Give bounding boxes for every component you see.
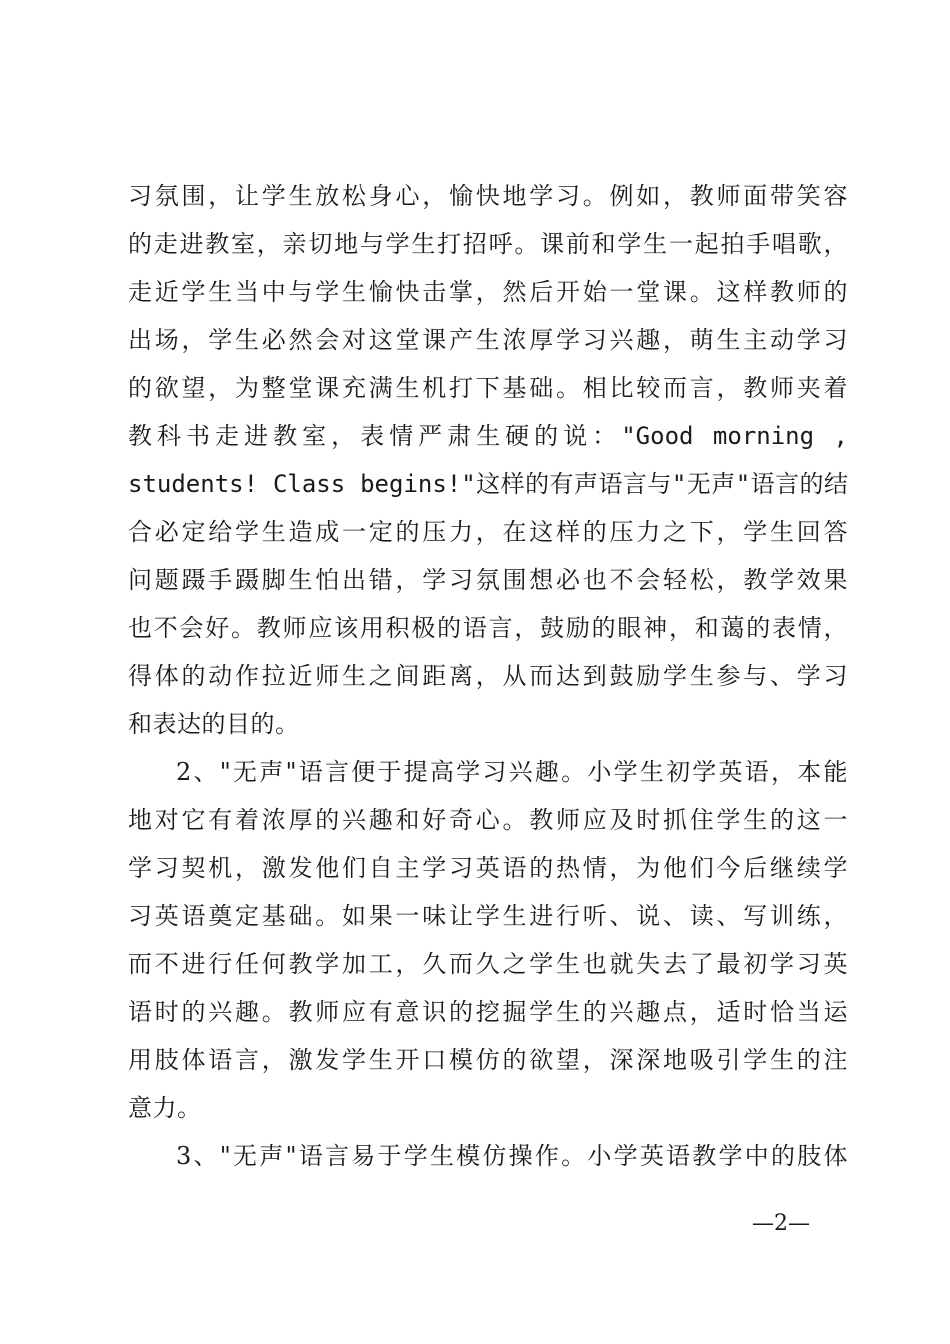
text-line: 走近学生当中与学生愉快击掌，然后开始一堂课。这样教师的: [128, 278, 848, 306]
text-line: 教科书走进教室，表情严肃生硬的说："Good morning ,: [128, 422, 848, 450]
text-line: 学习契机，激发他们自主学习英语的热情，为他们今后继续学: [128, 854, 848, 882]
text-line: 而不进行任何教学加工，久而久之学生也就失去了最初学习英: [128, 950, 848, 978]
text-line: 的欲望，为整堂课充满生机打下基础。相比较而言，教师夹着: [128, 374, 848, 402]
text-line: 出场，学生必然会对这堂课产生浓厚学习兴趣，萌生主动学习: [128, 326, 848, 354]
paragraph-heading-line: 2、"无声"语言便于提高学习兴趣。小学生初学英语，本能: [176, 758, 848, 786]
text-line: 地对它有着浓厚的兴趣和好奇心。教师应及时抓住学生的这一: [128, 806, 848, 834]
text-line: 合必定给学生造成一定的压力，在这样的压力之下，学生回答: [128, 518, 848, 546]
text-line: 习氛围，让学生放松身心，愉快地学习。例如，教师面带笑容: [128, 182, 848, 210]
text-line: 得体的动作拉近师生之间距离，从而达到鼓励学生参与、学习: [128, 662, 848, 690]
text-line: 语时的兴趣。教师应有意识的挖掘学生的兴趣点，适时恰当运: [128, 998, 848, 1026]
text-line: 习英语奠定基础。如果一味让学生进行听、说、读、写训练，: [128, 902, 848, 930]
page-number: —2—: [752, 1211, 810, 1236]
paragraph-heading-line: 3、"无声"语言易于学生模仿操作。小学英语教学中的肢体: [176, 1142, 848, 1170]
text-line: 的走进教室，亲切地与学生打招呼。课前和学生一起拍手唱歌，: [128, 230, 848, 258]
text-line: 用肢体语言，激发学生开口模仿的欲望，深深地吸引学生的注: [128, 1046, 848, 1074]
text-line: 也不会好。教师应该用积极的语言，鼓励的眼神，和蔼的表情，: [128, 614, 848, 642]
text-line: 意力。: [128, 1094, 202, 1122]
text-line: 和表达的目的。: [128, 710, 300, 738]
text-line: students! Class begins!"这样的有声语言与"无声"语言的结: [128, 470, 848, 498]
text-line: 问题蹑手蹑脚生怕出错，学习氛围想必也不会轻松，教学效果: [128, 566, 848, 594]
